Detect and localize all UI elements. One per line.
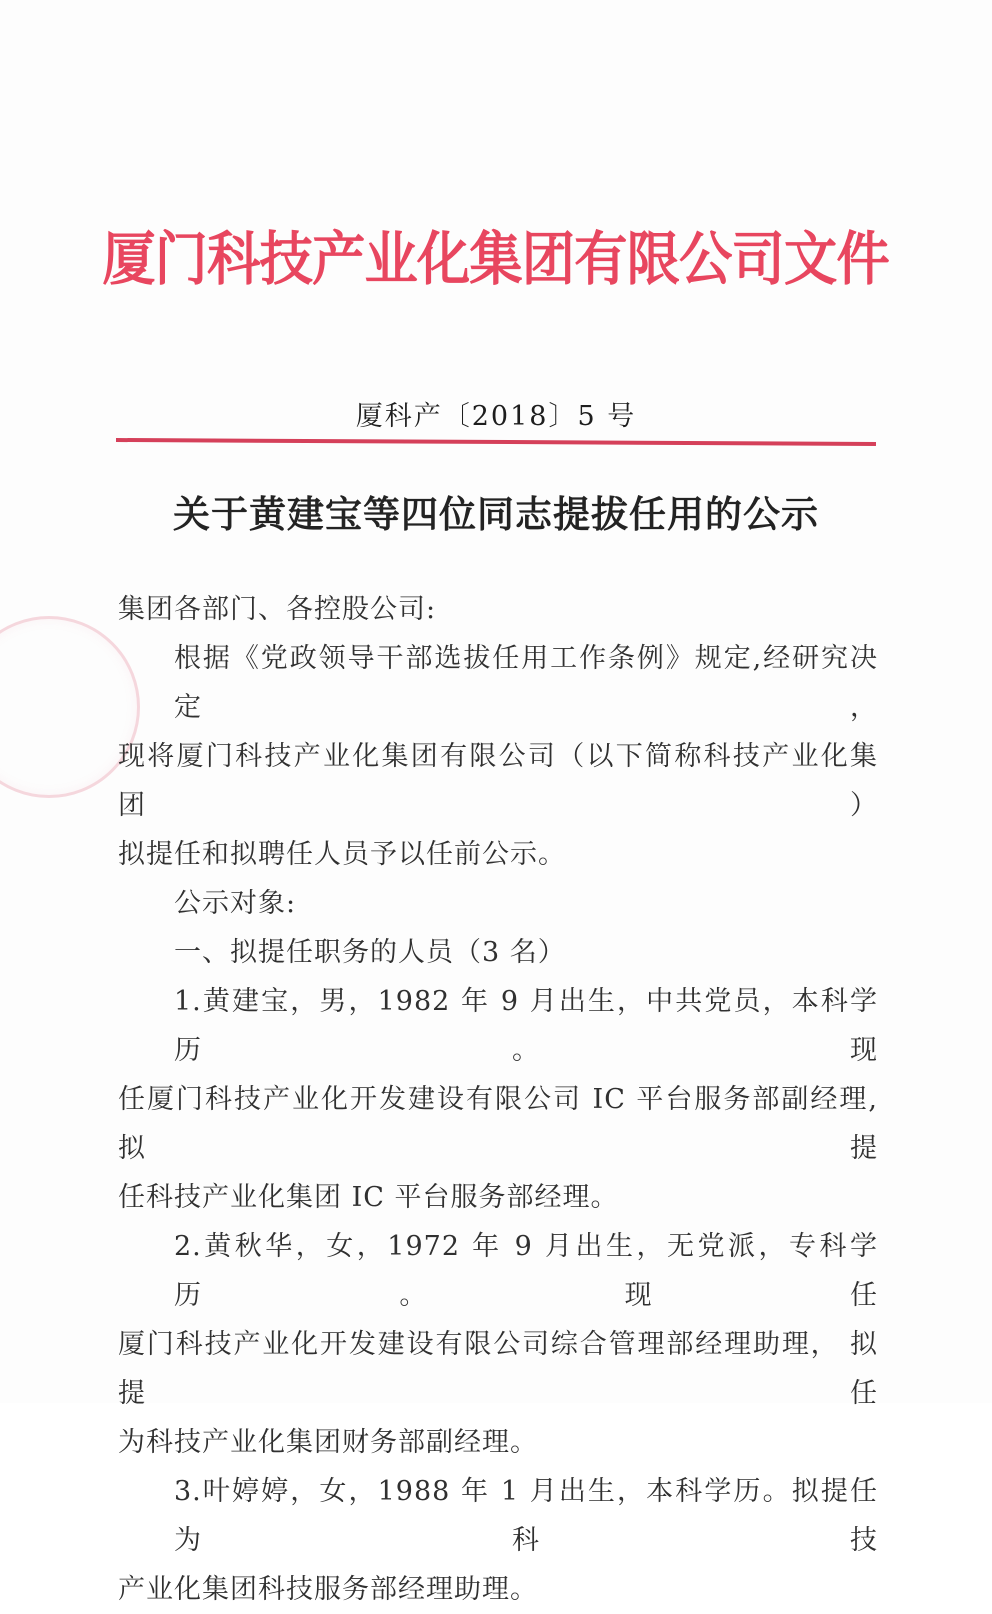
body-line: 厦门科技产业化开发建设有限公司综合管理部经理助理， 拟提任 (118, 1329, 878, 1409)
body-line: 根据《党政领导干部选拔任用工作条例》规定,经研究决定， (174, 643, 878, 723)
body-line: 现将厦门科技产业化集团有限公司（以下简称科技产业化集团） (118, 741, 878, 821)
body-line: 一、拟提任职务的人员（3 名） (174, 937, 566, 968)
body-line: 3.叶婷婷，女，1988 年 1 月出生，本科学历。拟提任为科技 (174, 1476, 878, 1556)
red-separator-rule (116, 438, 876, 446)
body-line: 集团各部门、各控股公司: (118, 594, 437, 625)
document-number: 厦科产〔2018〕5 号 (355, 401, 637, 432)
body-line: 公示对象: (174, 888, 297, 919)
document-title: 关于黄建宝等四位同志提拔任用的公示 (173, 492, 819, 536)
body-line: 产业化集团科技服务部经理助理。 (118, 1574, 538, 1605)
letterhead-title-text: 厦门科技产业化集团有限公司文件 (102, 225, 890, 293)
body-line: 任科技产业化集团 IC 平台服务部经理。 (118, 1182, 619, 1213)
body-line: 拟提任和拟聘任人员予以任前公示。 (118, 839, 566, 870)
body-line: 2.黄秋华，女，1972 年 9 月出生，无党派，专科学历。现任 (174, 1231, 878, 1311)
body-line: 为科技产业化集团财务部副经理。 (118, 1427, 538, 1458)
body-line: 任厦门科技产业化开发建设有限公司 IC 平台服务部副经理,拟提 (118, 1084, 878, 1164)
body-line: 1.黄建宝，男，1982 年 9 月出生，中共党员，本科学历。现 (174, 986, 878, 1066)
letterhead-title (0, 212, 992, 296)
document-body (118, 585, 878, 1614)
